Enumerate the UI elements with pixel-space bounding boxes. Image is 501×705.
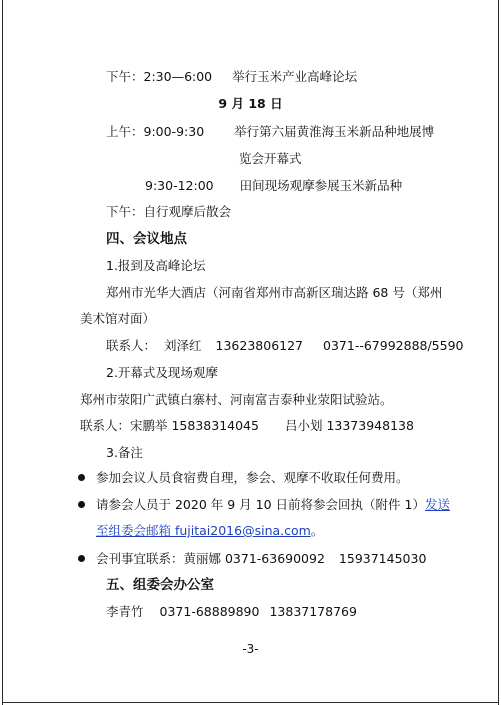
sub3-title: 3.备注 [106,445,143,460]
sub1-contact-label: 联系人： [106,338,157,353]
note3 [96,551,426,567]
sub2-contact-second: 吕小划 13373948138 [284,418,414,433]
schedule-morning-cont: 览会开幕式 [239,151,302,166]
sub2-title: 2.开幕式及现场观摩 [106,365,218,380]
note2-text: 请参会人员于 2020 年 9 月 10 日前将参会回执（附件 1） [96,497,425,512]
email-link-part1[interactable]: 发送 [424,497,450,512]
section5-contact-phone: 13837178769 [269,604,357,619]
section5-contact [106,604,357,620]
schedule-field-time: 9:30-12:00 [145,178,214,193]
sub2-contact-first: 联系人：宋鹏举 15838314045 [80,418,259,433]
section5-heading: 五、组委会办公室 [106,577,214,593]
sub1-contact-name: 刘泽红 [164,338,202,353]
schedule-afternoon-event: 举行玉米产业高峰论坛 [232,69,358,84]
section4-heading: 四、会议地点 [106,231,187,247]
schedule-afternoon-time: 下午：2:30—6:00 [106,69,213,84]
schedule-afternoon-2: 下午：自行观摩后散会 [106,204,232,219]
page-number: -3- [242,642,259,656]
sub2-contact [80,418,414,434]
section5-contact-name: 李青竹 [106,604,144,619]
section5-contact-tel: 0371-68889890 [159,604,260,619]
note2-line2 [96,523,323,539]
schedule-field-line [145,178,402,194]
sub1-title: 1.报到及高峰论坛 [106,258,206,273]
sub1-address-l1: 郑州市光华大酒店（河南省郑州市高新区瑞达路 68 号（郑州 [106,285,443,300]
note1: 参加会议人员食宿费自理，参会、观摩不收取任何费用。 [96,470,409,485]
schedule-afternoon-line [106,69,357,85]
note3-bullet-icon [78,555,85,562]
schedule-field-event: 田间现场观摩参展玉米新品种 [239,178,403,193]
schedule-morning-event: 举行第六届黄淮海玉米新品种地展博 [234,124,435,139]
note3-phone: 15937145030 [338,551,427,566]
sub2-address: 郑州市荥阳广武镇白寨村、河南富吉泰种业荥阳试验站。 [80,392,393,407]
note1-bullet-icon [78,474,85,481]
page-border-bottom [2,702,499,703]
sub1-contact-phone: 13623806127 [215,338,304,353]
email-link-part2[interactable]: 至组委会邮箱 fujitai2016@sina.com [96,523,311,538]
sub1-address-l2: 美术馆对面） [80,311,156,326]
note3-label: 会刊事宜联系：黄丽娜 0371-63690092 [96,551,325,566]
note2-line1 [96,497,450,513]
sub1-contact-tel: 0371--67992888/5590 [323,338,464,353]
schedule-morning-time: 上午：9:00-9:30 [106,124,205,139]
date-heading: 9 月 18 日 [218,96,283,111]
note2-bullet-icon [78,501,85,508]
schedule-morning-line [106,124,434,140]
note2-end: 。 [310,523,324,538]
sub1-contact [106,338,464,354]
